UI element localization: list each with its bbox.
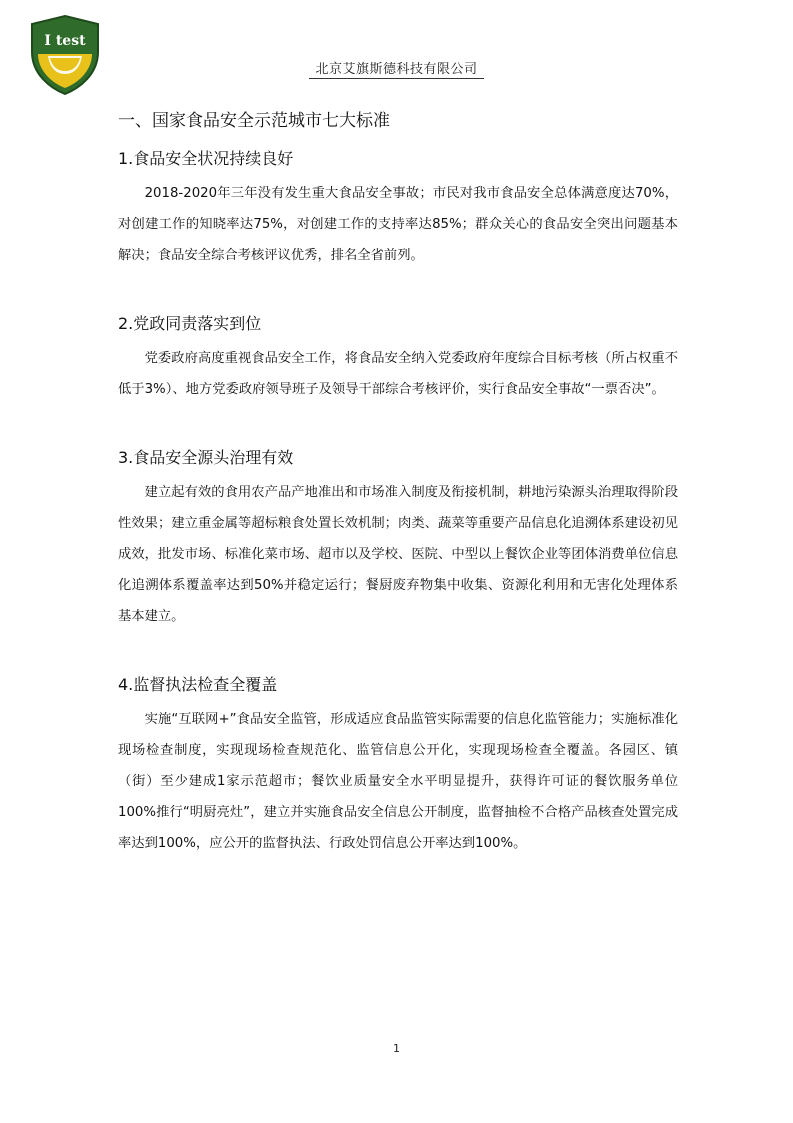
section-paragraph-3: 建立起有效的食用农产品产地准出和市场准入制度及衔接机制，耕地污染源头治理取得阶段性效果；建立重金属等超标粮食处置长效机制；肉类、蔬菜等重要产品信息化追溯体系建设初见成效，批发市场、标准化菜市场、超市以及学校、医院、中型以上餐饮企业等团体消费单位信息化追溯体系覆盖率达到50%并稳定运行；餐厨废弃物集中收集、资源化利用和无害化处理体系基本建立。	[118, 485, 678, 624]
shield-icon	[28, 14, 102, 96]
section-paragraph-1: 2018-2020年三年没有发生重大食品安全事故；市民对我市食品安全总体满意度达70%，对创建工作的知晓率达75%，对创建工作的支持率达85%；群众关心的食品安全突出问题基本解决；食品安全综合考核评议优秀，排名全省前列。	[118, 186, 678, 263]
section-heading-1: 1.食品安全状况持续良好	[118, 149, 294, 168]
company-logo	[28, 14, 102, 96]
section-heading-3: 3.食品安全源头治理有效	[118, 448, 294, 467]
main-heading: 一、国家食品安全示范城市七大标准	[118, 111, 390, 131]
section-heading-2: 2.党政同责落实到位	[118, 314, 262, 333]
section-paragraph-4: 实施“互联网+”食品安全监管，形成适应食品监管实际需要的信息化监管能力；实施标准化现场检查制度，实现现场检查规范化、监管信息公开化，实现现场检查全覆盖。各园区、镇（街）至少建成1家示范超市；餐饮业质量安全水平明显提升，获得许可证的餐饮服务单位100%推行“明厨亮灶”，建立并实施食品安全信息公开制度，监督抽检不合格产品核查处置完成率达到100%，应公开的监督执法、行政处罚信息公开率达到100%。	[118, 712, 678, 851]
document-body	[118, 100, 678, 859]
section-paragraph-2: 党委政府高度重视食品安全工作，将食品安全纳入党委政府年度综合目标考核（所占权重不低于3%）、地方党委政府领导班子及领导干部综合考核评价，实行食品安全事故“一票否决”。	[118, 351, 678, 397]
logo-text: I test	[44, 33, 86, 49]
company-header	[0, 58, 793, 77]
company-name: 北京艾旗斯德科技有限公司	[309, 62, 483, 79]
section-heading-4: 4.监督执法检查全覆盖	[118, 675, 278, 694]
page-number: 1	[393, 1042, 400, 1055]
